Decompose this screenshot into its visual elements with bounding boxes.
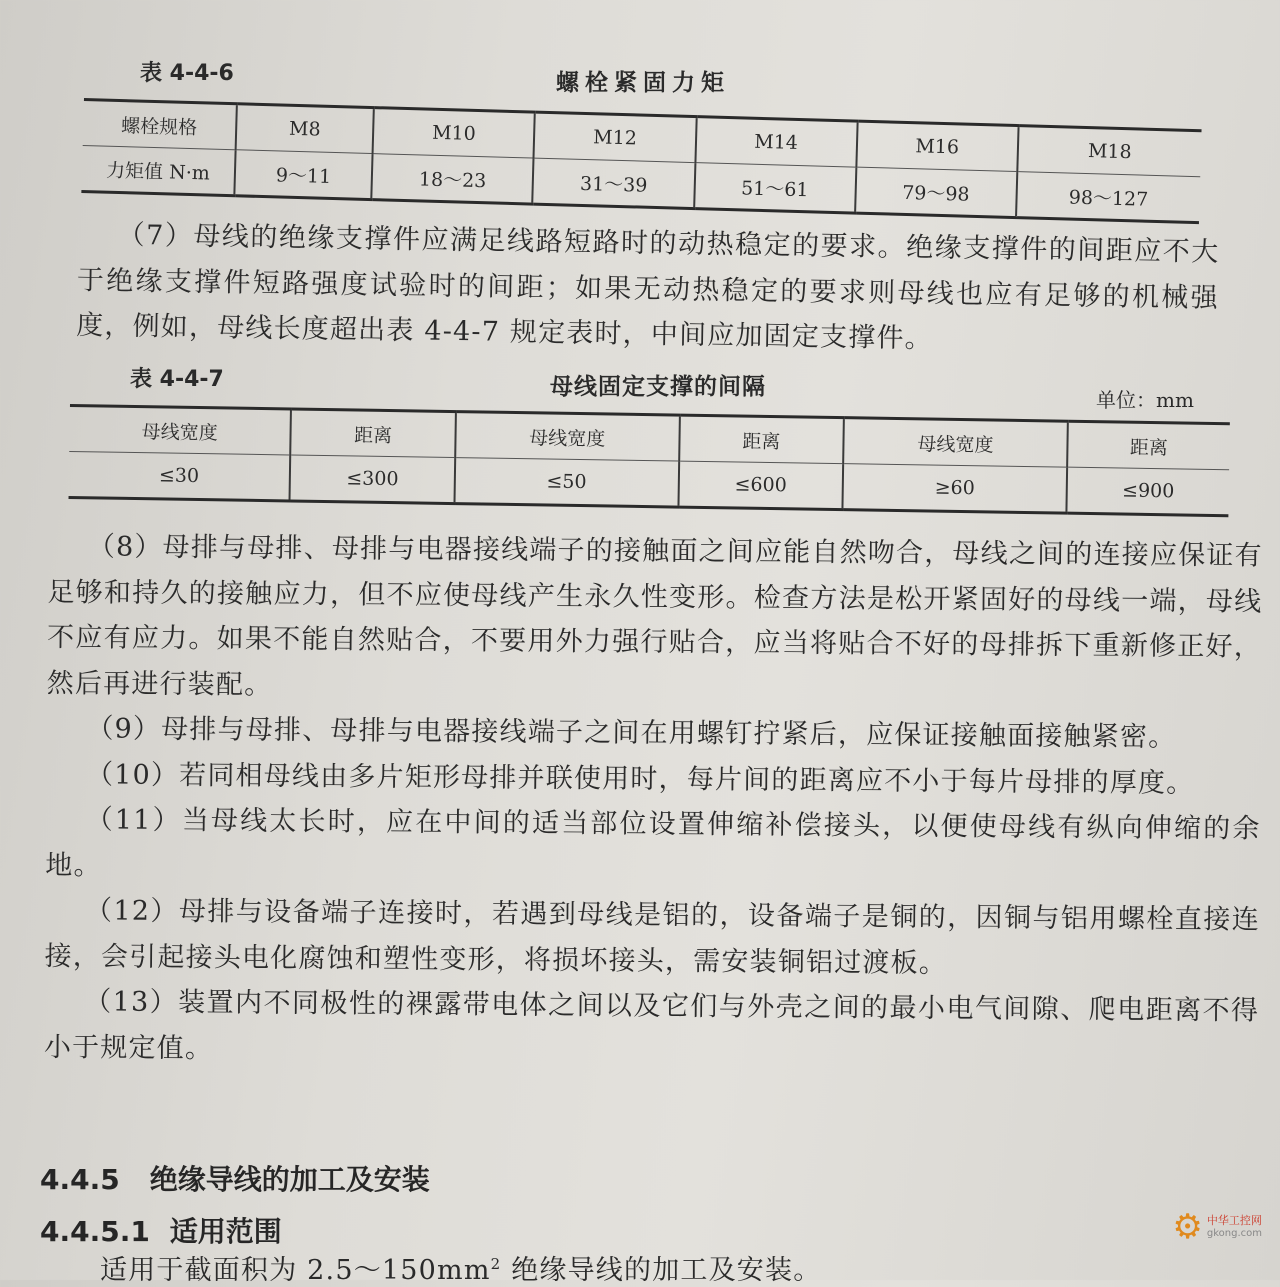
watermark-text: 中华工控网: [1206, 1214, 1262, 1227]
table-cell: M12: [534, 112, 696, 162]
table-cell: 力矩值 N·m: [81, 145, 235, 195]
section-number: 4.4.5: [40, 1163, 120, 1196]
torque-table: [81, 98, 1201, 224]
table1-number: [140, 56, 234, 87]
paragraph-13: （13）装置内不同极性的裸露带电体之间以及它们与外壳之间的最小电气间隙、爬电距离不得小于规定值。: [43, 986, 1260, 1064]
table-cell: ≤600: [678, 461, 843, 510]
watermark: [1172, 1207, 1262, 1247]
table-cell: 距离: [291, 409, 456, 458]
paragraphs-8-13: [44, 524, 1263, 1080]
table-cell: 螺栓规格: [83, 99, 237, 149]
section-title: 绝缘导线的加工及安装: [149, 1163, 430, 1196]
table-cell: 51～61: [694, 163, 856, 213]
table-cell: 母线宽度: [843, 418, 1067, 468]
paragraph-8: （8）母排与母排、母排与电器接线端子的接触面之间应能自然吻合，母线之间的连接应保证有足够和持久的接触应力，但不应使母线产生永久性变形。检查方法是松开紧固好的母线一端，母线不应有应力。如果不能自然贴合，不要用外力强行贴合，应当将贴合不好的母排拆下重新修正好，然后再进行装配。: [46, 531, 1263, 701]
superscript: 2: [490, 1255, 502, 1273]
table-number: 表 4-4-6: [140, 61, 234, 86]
table-cell: 距离: [1067, 421, 1230, 470]
table-title: 螺栓紧固力矩: [556, 70, 730, 96]
table-cell: 31～39: [533, 158, 695, 208]
table2-number: [130, 362, 224, 393]
table-cell: 79～98: [855, 167, 1017, 217]
table-title: 母线固定支撑的间隔: [550, 374, 766, 400]
table2-title: [550, 368, 766, 401]
paragraph-7: [76, 212, 1220, 366]
table-cell: M8: [236, 104, 374, 154]
table-number: 表 4-4-7: [130, 367, 224, 392]
watermark-text-block: [1207, 1214, 1262, 1240]
scope-line: [100, 1248, 821, 1287]
table-cell: M16: [856, 121, 1018, 171]
busbar-support-table: [69, 404, 1230, 517]
table-cell: 9～11: [234, 150, 372, 200]
table-cell: 18～23: [371, 154, 533, 204]
unit-label: 单位：mm: [1096, 388, 1194, 412]
table-cell: 母线宽度: [455, 412, 679, 462]
gear-icon: ⚙: [1172, 1207, 1203, 1247]
paragraph-10: （10）若同相母线由多片矩形母排并联使用时，每片间的距离应不小于每片母排的厚度。: [85, 758, 1195, 799]
section-title: 适用范围: [169, 1215, 282, 1248]
table-cell: 距离: [679, 415, 844, 464]
paragraph-9: （9）母排与母排、母排与电器接线端子之间在用螺钉拧紧后，应保证接触面接触紧密。: [86, 713, 1177, 753]
table-cell: M10: [373, 108, 535, 158]
table-cell: ≤30: [69, 451, 291, 500]
table-cell: M18: [1017, 126, 1201, 177]
table-cell: 98～127: [1016, 172, 1200, 223]
table1-title: [556, 64, 730, 97]
table-cell: ≤900: [1066, 467, 1229, 516]
scope-text: 适用于截面积为 2.5～150mm: [100, 1255, 491, 1286]
paragraph-11: （11）当母线太长时，应在中间的适当部位设置伸缩补偿接头，以便使母线有纵向伸缩的余地。: [45, 804, 1261, 881]
section-number: 4.4.5.1: [40, 1215, 150, 1248]
section-heading-4-4-5-1: [40, 1210, 282, 1250]
table2-unit: [1096, 384, 1194, 413]
table-cell: ≥60: [843, 464, 1067, 514]
section-heading-4-4-5: [40, 1158, 430, 1198]
table-cell: ≤300: [290, 455, 455, 504]
table-cell: 母线宽度: [69, 405, 291, 454]
paragraph-text: （7）母线的绝缘支撑件应满足线路短路时的动热稳定的要求。绝缘支撑件的间距应不大于绝缘支撑件短路强度试验时的间距；如果无动热稳定的要求则母线也应有足够的机械强度，例如，母线长度超出表 4-4-7 规定表时，中间应加固定支撑件。: [75, 219, 1220, 355]
table-cell: ≤50: [454, 458, 678, 508]
table-cell: M14: [695, 117, 857, 167]
paragraph-12: （12）母排与设备端子连接时，若遇到母线是铝的，设备端子是铜的，因铜与铝用螺栓直接连接，会引起接头电化腐蚀和塑性变形，将损坏接头，需安装铜铝过渡板。: [44, 895, 1261, 979]
scope-text-end: 绝缘导线的加工及安装。: [501, 1255, 822, 1286]
watermark-domain: gkong.com: [1206, 1228, 1262, 1239]
